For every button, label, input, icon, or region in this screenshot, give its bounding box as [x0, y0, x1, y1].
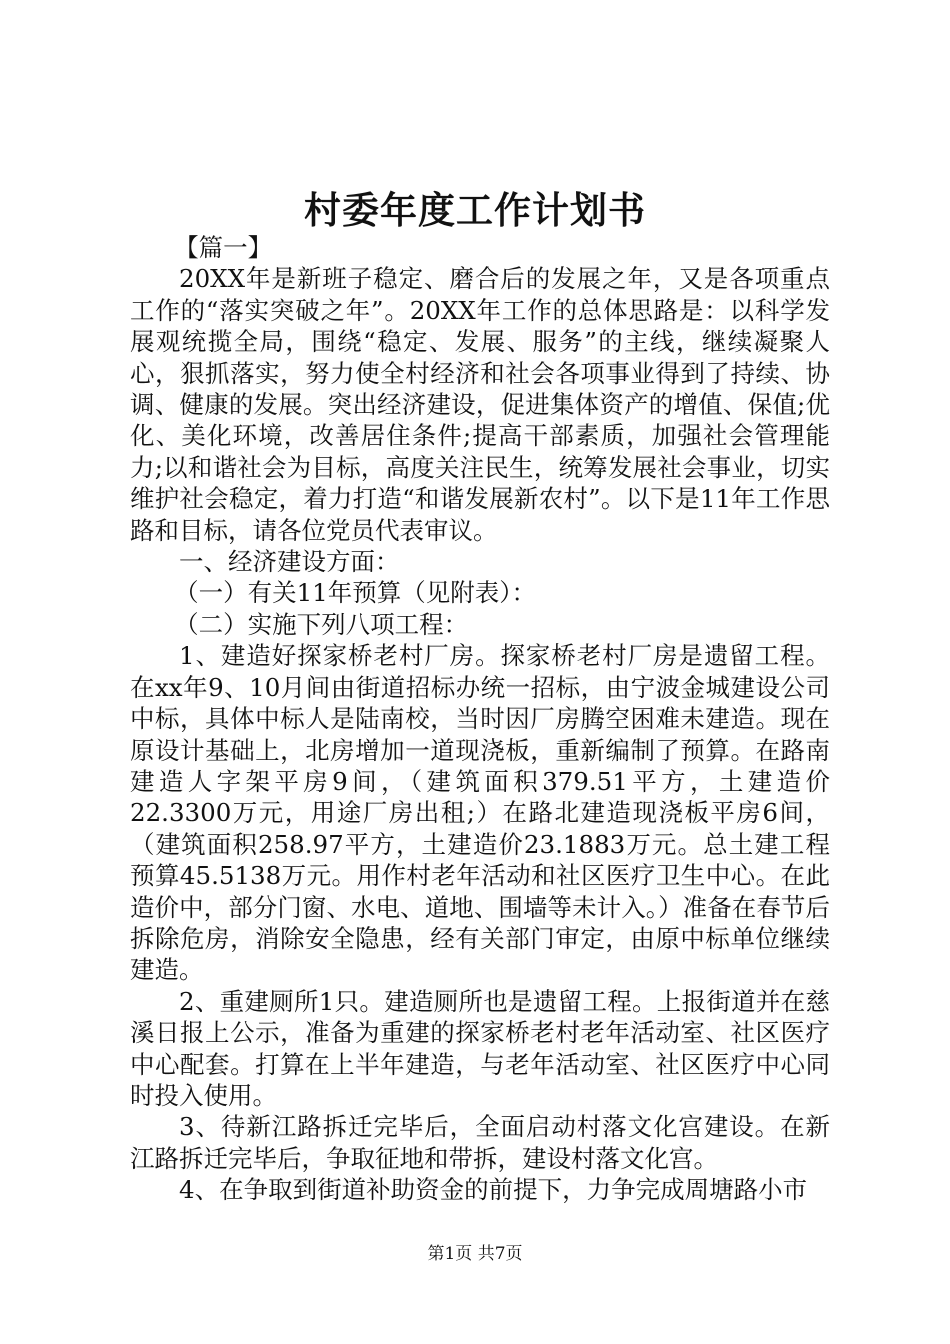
paragraph-item-3: 3、待新江路拆迁完毕后，全面启动村落文化宫建设。在新江路拆迁完毕后，争取征地和带拆，建设村落文化宫。 — [130, 1112, 830, 1173]
paragraph-intro: 20XX年是新班子稳定、磨合后的发展之年，又是各项重点工作的“落实突破之年”。20XX年工作的总体思路是：以科学发展观统揽全局，围绕“稳定、发展、服务”的主线，继续凝聚人心，狠抓落实，努力使全村经济和社会各项事业得到了持续、协调、健康的发展。突出经济建设，促进集体资产的增值、保值;优化、美化环境，改善居住条件;提高干部素质，加强社会管理能力;以和谐社会为目标，高度关注民生，统筹发展社会事业，切实维护社会稳定，着力打造“和谐发展新农村”。以下是11年工作思路和目标，请各位党员代表审议。 — [130, 264, 830, 545]
paragraph-item-4: 4、在争取到街道补助资金的前提下，力争完成周塘路小市 — [179, 1175, 808, 1205]
subheading-budget: （一）有关11年预算（见附表）： — [174, 578, 537, 608]
document-title: 村委年度工作计划书 — [304, 188, 646, 232]
page-footer: 第1页 共7页 — [427, 1244, 523, 1264]
document-body — [130, 232, 830, 1206]
heading-economic-construction: 一、经济建设方面： — [179, 547, 400, 577]
section-heading: 【篇一】 — [174, 233, 273, 262]
paragraph-item-1: 1、建造好探家桥老村厂房。探家桥老村厂房是遗留工程。在xx年9、10月间由街道招标办统一招标，由宁波金城建设公司中标，具体中标人是陆南校，当时因厂房腾空困难未建造。现在原设计基础上，北房增加一道现浇板，重新编制了预算。在路南建造人字架平房9间，（建筑面积379.51平方，土建造价22.3300万元，用途厂房出租;）在路北建造现浇板平房6间，（建筑面积258.97平方，土建造价23.1883万元。总土建工程预算45.5138万元。用作村老年活动和社区医疗卫生中心。在此造价中，部分门窗、水电、道地、围墙等未计入。）准备在春节后拆除危房，消除安全隐患，经有关部门审定，由原中标单位继续建造。 — [130, 641, 830, 985]
paragraph-item-2: 2、重建厕所1只。建造厕所也是遗留工程。上报街道并在慈溪日报上公示，准备为重建的探家桥老村老年活动室、社区医疗中心配套。打算在上半年建造，与老年活动室、社区医疗中心同时投入使用。 — [130, 986, 830, 1110]
subheading-eight-projects: （二）实施下列八项工程： — [174, 609, 469, 639]
